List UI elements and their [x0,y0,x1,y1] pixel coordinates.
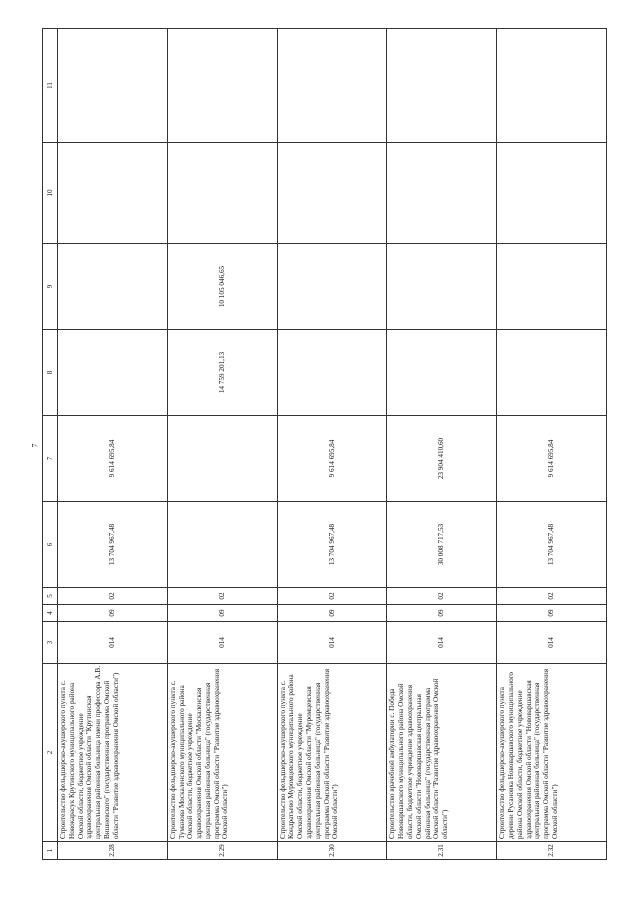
cell-number: 2.30 [277,842,387,860]
cell-amount-year3 [167,143,277,244]
cell-amount-year1: 13 704 967,48 [277,502,387,588]
cell-description: Строительство врачебной амбулатории с. Победа Нововаршавского муниципального района Омской области, бюджетное учреждение здравоохранения Омской области "Нововаршавская центральная районная больница" (государственная программа Омской области "Развитие здравоохранения Омской области") [387,664,497,842]
budget-table-sheet [42,29,607,860]
cell-amount-year3 [387,143,497,244]
cell-amount-year1-federal: 9 614 695,84 [497,416,607,502]
cell-amount-year2 [497,330,607,416]
cell-code: 014 [167,622,277,664]
cell-amount-year1: 13 704 967,48 [497,502,607,588]
cell-amount-year3-federal [497,29,607,143]
column-header-amount-year1: 6 [43,502,58,588]
cell-amount-year3-federal [277,29,387,143]
cell-subsection: 02 [58,588,168,605]
column-header-amount-year3-federal: 11 [43,29,58,143]
cell-amount-year2-federal [277,244,387,330]
cell-amount-year3-federal [167,29,277,143]
cell-section: 09 [277,605,387,622]
cell-number: 2.28 [58,842,168,860]
cell-amount-year1: 30 008 717,53 [387,502,497,588]
column-header-amount-year2: 8 [43,330,58,416]
cell-amount-year2: 14 759 201,13 [167,330,277,416]
cell-amount-year2-federal [58,244,168,330]
page-number: 7 [30,443,40,448]
cell-amount-year3 [497,143,607,244]
cell-number: 2.32 [497,842,607,860]
cell-amount-year1 [167,502,277,588]
table-row [58,29,168,860]
table-row [387,29,497,860]
cell-amount-year3-federal [58,29,168,143]
cell-description: Строительство фельдшерско-акушерского пункта с. Новокарасук Крутинского муниципального района Омской области, бюджетное учреждение здравоохранения Омской области "Крутинская центральная районная больница имени профессора А.В. Вишневского" (государственная программа Омской области "Развитие здравоохранения Омской области") [58,664,168,842]
table-row [497,29,607,860]
cell-section: 09 [497,605,607,622]
cell-subsection: 02 [167,588,277,605]
column-header-number: 1 [43,842,58,860]
cell-amount-year1: 13 704 967,48 [58,502,168,588]
cell-amount-year2 [387,330,497,416]
table-row [277,29,387,860]
cell-amount-year1-federal: 9 614 695,84 [277,416,387,502]
column-header-section: 4 [43,605,58,622]
cell-number: 2.29 [167,842,277,860]
cell-amount-year1-federal: 9 614 695,84 [58,416,168,502]
cell-code: 014 [387,622,497,664]
cell-code: 014 [497,622,607,664]
cell-amount-year2 [277,330,387,416]
budget-table [42,28,607,860]
column-header-subsection: 5 [43,588,58,605]
cell-section: 09 [58,605,168,622]
cell-section: 09 [387,605,497,622]
cell-description: Строительство фельдшерско-акушерского пункта деревни Русановка Нововаршавского муниципального района Омской области, бюджетное учреждение здравоохранения Омской области "Нововаршавская центральная районная больница" (государственная программа Омской области "Развитие здравоохранения Омской области") [497,664,607,842]
cell-amount-year1-federal: 23 904 410,60 [387,416,497,502]
column-header-code: 3 [43,622,58,664]
cell-code: 014 [277,622,387,664]
column-header-amount-year2-federal: 9 [43,244,58,330]
column-header-amount-year3: 10 [43,143,58,244]
cell-code: 014 [58,622,168,664]
cell-amount-year1-federal [167,416,277,502]
column-header-description: 2 [43,664,58,842]
column-header-amount-year1-federal: 7 [43,416,58,502]
cell-number: 2.31 [387,842,497,860]
cell-amount-year3-federal [387,29,497,143]
cell-amount-year3 [58,143,168,244]
cell-amount-year2 [58,330,168,416]
cell-amount-year3 [277,143,387,244]
cell-amount-year2-federal [387,244,497,330]
cell-description: Строительство фельдшерско-акушерского пункта с. Кондратьево Муромцевского муниципального района Омской области, бюджетное учреждение здравоохранения Омской области "Муромцевская центральная районная больница" (государственная программа Омской области "Развитие здравоохранения Омской области") [277,664,387,842]
table-header-row [43,29,58,860]
table-row [167,29,277,860]
cell-description: Строительство фельдшерско-акушерского пункта с. Туманова Москаленского муниципального района Омской области, бюджетное учреждение здравоохранения Омской области "Москаленская центральная районная больница" (государственная программа Омской области "Развитие здравоохранения Омской области") [167,664,277,842]
cell-amount-year2-federal: 10 105 046,65 [167,244,277,330]
cell-subsection: 02 [277,588,387,605]
cell-section: 09 [167,605,277,622]
cell-subsection: 02 [497,588,607,605]
cell-amount-year2-federal [497,244,607,330]
cell-subsection: 02 [387,588,497,605]
